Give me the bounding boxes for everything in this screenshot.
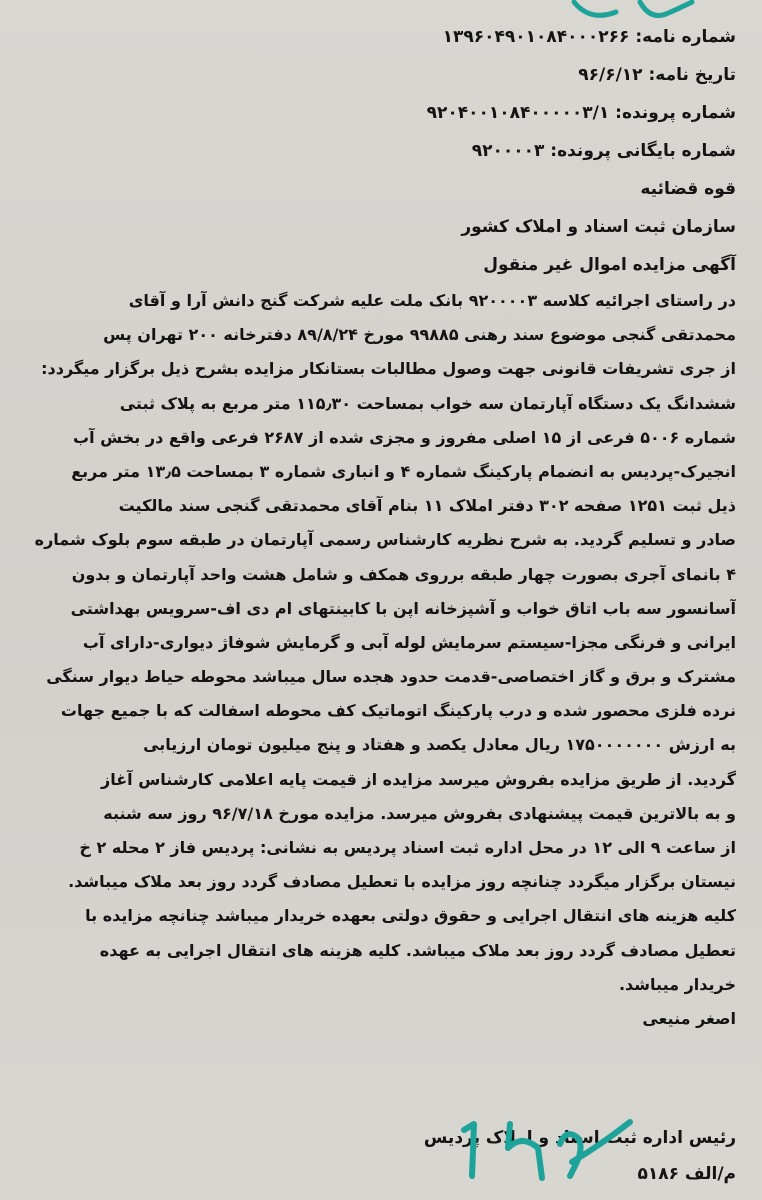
body-line: صادر و تسلیم گردید. به شرح نظریه کارشناس رسمی آپارتمان در طبقه سوم بلوک شماره (34, 530, 736, 550)
signer-name: اصغر منیعی (642, 1008, 736, 1028)
body-line: از جری تشریفات قانونی جهت وصول مطالبات بستانکار مزایده بشرح ذیل برگزار میگردد: (41, 359, 736, 379)
judiciary-heading: قوه قضائیه (640, 179, 736, 199)
body-line: ذیل ثبت ۱۲۵۱ صفحه ۳۰۲ دفتر املاک ۱۱ بنام آقای محمدتقی گنجی سند مالکیت (118, 496, 736, 516)
signature-title: رئیس اداره ثبت اسناد و املاک پردیس (423, 1128, 736, 1148)
body-line: کلیه هزینه های انتقال اجرایی و حقوق دولتی بعهده خریدار میباشد چنانچه مزایده با (85, 906, 736, 926)
organization-heading: سازمان ثبت اسناد و املاک کشور (461, 217, 736, 237)
letter-date: تاریخ نامه: ۹۶/۶/۱۲ (578, 65, 736, 85)
body-line: ۴ بانمای آجری بصورت چهار طبقه برروی همکف و شامل هشت واحد آپارتمان و بدون (71, 564, 736, 584)
archive-number: شماره بایگانی پرونده: ۹۲۰۰۰۰۳ (471, 141, 736, 161)
file-number: شماره پرونده: ۹۲۰۴۰۰۱۰۸۴۰۰۰۰۰۳/۱ (426, 103, 736, 123)
notice-code: م/الف ۵۱۸۶ (637, 1164, 736, 1184)
notice-body (12, 284, 736, 1036)
body-line: خریدار میباشد. (618, 974, 736, 994)
body-line: محمدتقی گنجی موضوع سند رهنی ۹۹۸۸۵ مورخ ۸۹/۸/۲۴ دفترخانه ۲۰۰ تهران پس (103, 325, 736, 345)
body-line: گردید. از طریق مزایده بفروش میرسد مزایده از قیمت پایه اعلامی کارشناس آغاز (101, 769, 736, 789)
letter-number: شماره نامه: ۱۳۹۶۰۴۹۰۱۰۸۴۰۰۰۲۶۶ (442, 27, 736, 47)
legal-notice (12, 18, 736, 1036)
body-line: نیستان برگزار میگردد چنانچه روز مزایده با تعطیل مصادف گردد روز بعد ملاک میباشد. (68, 872, 736, 892)
body-line: آسانسور سه باب اتاق خواب و آشپزخانه اپن با کابینتهای ام دی اف-سرویس بهداشتی (70, 598, 736, 618)
body-line: انجیرک-پردیس به انضمام پارکینگ شماره ۴ و انباری شماره ۳ بمساحت ۱۳٫۵ متر مربع (71, 461, 736, 481)
body-line: تعطیل مصادف گردد روز بعد ملاک میباشد. کلیه هزینه های انتقال اجرایی به عهده (99, 940, 736, 960)
notice-title: آگهی مزایده اموال غیر منقول (483, 255, 736, 275)
body-line: مشترک و برق و گاز اختصاصی-قدمت حدود هجده سال میباشد محوطه حیاط دیوار سنگی (46, 667, 736, 687)
body-line: از ساعت ۹ الی ۱۲ در محل اداره ثبت اسناد پردیس به نشانی: پردیس فاز ۲ محله ۲ خ (79, 838, 736, 857)
body-line: به ارزش ۱۷۵۰۰۰۰۰۰۰ ریال معادل یکصد و هفتاد و پنج میلیون تومان ارزیابی (143, 735, 736, 755)
body-line: ششدانگ یک دستگاه آپارتمان سه خواب بمساحت ۱۱۵٫۳۰ متر مربع به پلاک ثبتی (119, 393, 736, 413)
body-line: و به بالاترین قیمت پیشنهادی بفروش میرسد. مزایده مورخ ۹۶/۷/۱۸ روز سه شنبه (103, 803, 736, 823)
body-line: در راستای اجرائیه کلاسه ۹۲۰۰۰۰۳ بانک ملت علیه شرکت گنج دانش آرا و آقای (128, 291, 736, 310)
body-line: شماره ۵۰۰۶ فرعی از ۱۵ اصلی مفروز و مجزی شده از ۲۶۸۷ فرعی واقع در بخش آب (73, 427, 736, 447)
body-line: ایرانی و فرنگی مجزا-سیستم سرمایش لوله آبی و گرمایش شوفاژ دیواری-دارای آب (82, 632, 736, 652)
signature-block (424, 1120, 736, 1192)
body-line: نرده فلزی محصور شده و درب پارکینگ اتوماتیک کف محوطه اسفالت که با جمیع جهات (60, 701, 736, 721)
